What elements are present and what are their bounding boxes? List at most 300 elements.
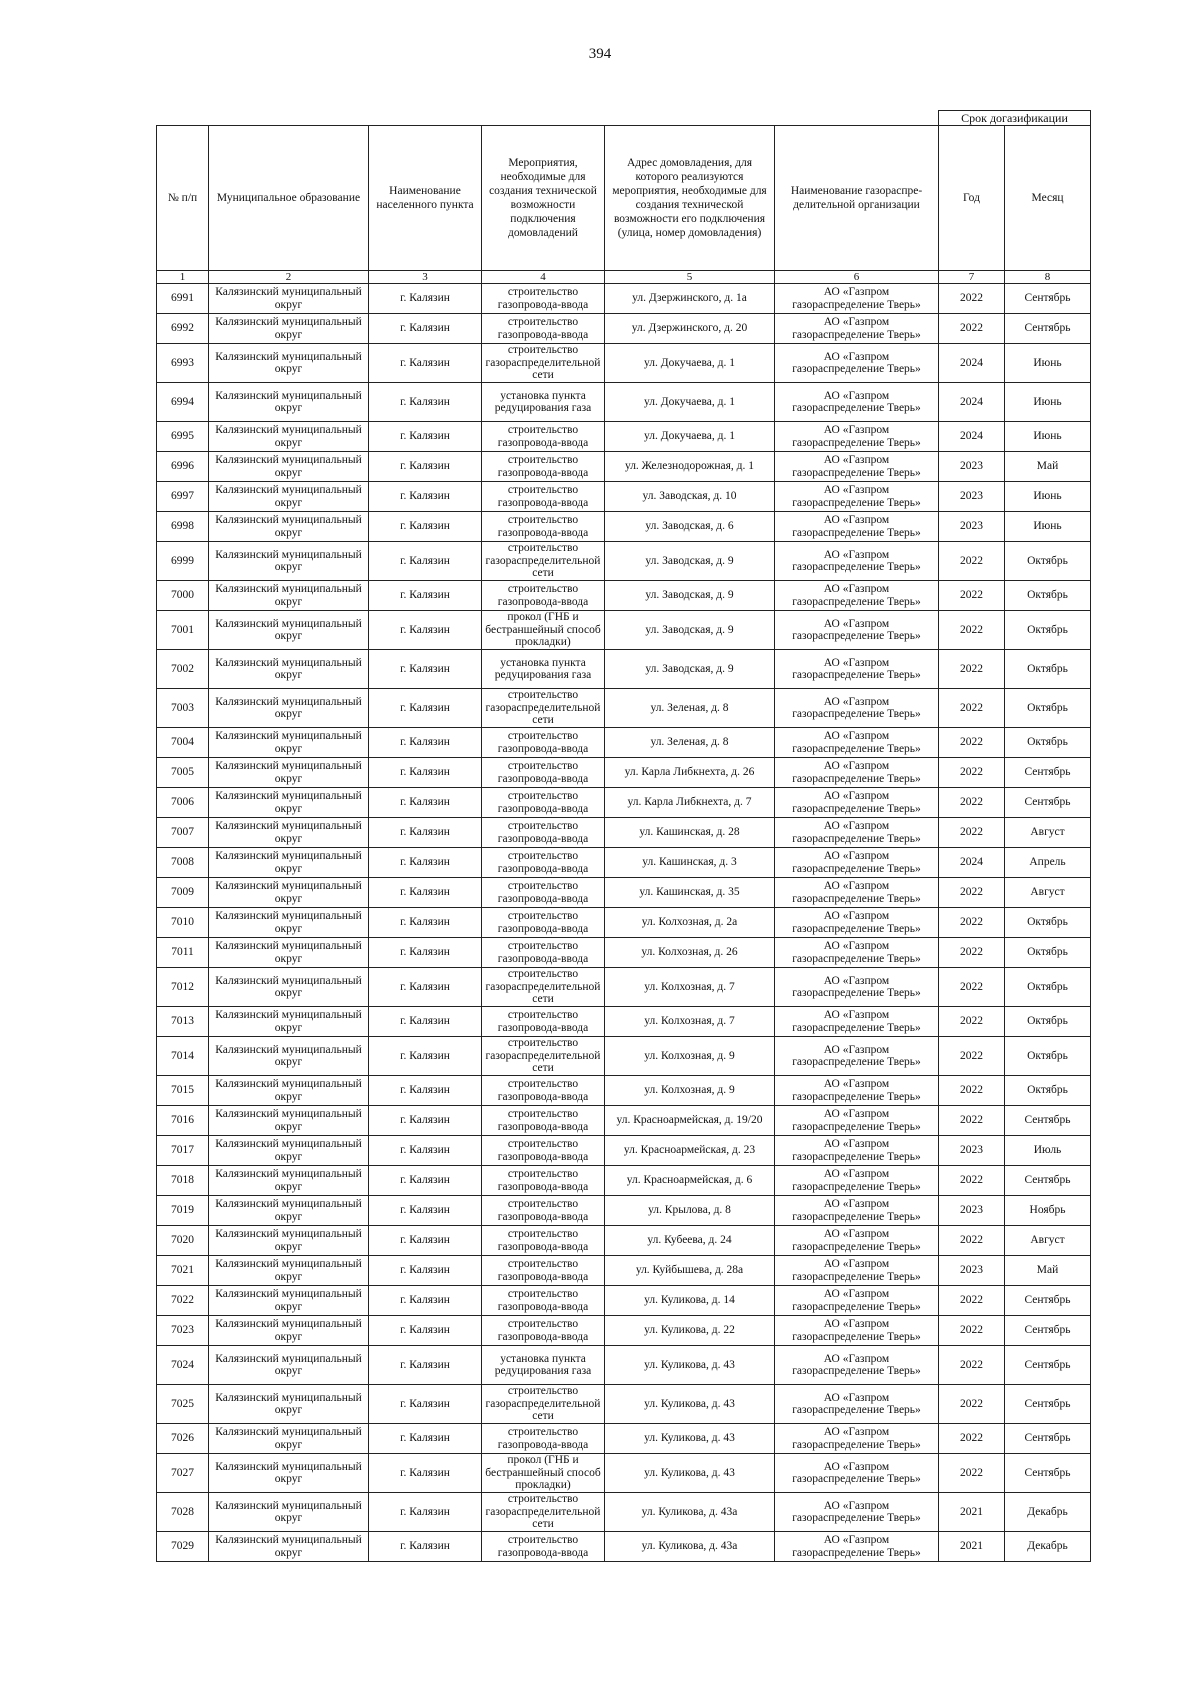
cell-activity: строительство газопровода-ввода: [482, 1076, 605, 1106]
cell-month: Май: [1005, 1256, 1091, 1286]
cell-municipality: Калязинский муниципальный округ: [209, 611, 369, 650]
cell-year: 2024: [939, 422, 1005, 452]
cell-year: 2022: [939, 1076, 1005, 1106]
cell-address: ул. Зеленая, д. 8: [605, 728, 775, 758]
cell-address: ул. Заводская, д. 9: [605, 581, 775, 611]
table-row: [157, 938, 1091, 968]
cell-settlement: г. Калязин: [369, 1166, 482, 1196]
cell-num: 6998: [157, 512, 209, 542]
cell-year: 2023: [939, 1196, 1005, 1226]
cell-activity: строительство газопровода-ввода: [482, 482, 605, 512]
header-gdo: Наименование газораспре-делительной организации: [775, 126, 939, 271]
cell-settlement: г. Калязин: [369, 542, 482, 581]
cell-year: 2022: [939, 581, 1005, 611]
cell-municipality: Калязинский муниципальный округ: [209, 1007, 369, 1037]
header-address: Адрес домовладения, для которого реализуются мероприятия, необходимые для создания технической возможности его подключения (улица, номер домовладения): [605, 126, 775, 271]
cell-month: Октябрь: [1005, 689, 1091, 728]
cell-settlement: г. Калязин: [369, 1286, 482, 1316]
cell-activity: строительство газопровода-ввода: [482, 1226, 605, 1256]
column-number: 3: [369, 271, 482, 284]
cell-gdo: АО «Газпром газораспределение Тверь»: [775, 689, 939, 728]
cell-municipality: Калязинский муниципальный округ: [209, 314, 369, 344]
cell-year: 2023: [939, 482, 1005, 512]
cell-num: 7004: [157, 728, 209, 758]
cell-year: 2022: [939, 1385, 1005, 1424]
cell-activity: строительство газопровода-ввода: [482, 284, 605, 314]
column-number: 8: [1005, 271, 1091, 284]
table-row: [157, 344, 1091, 383]
cell-num: 7003: [157, 689, 209, 728]
table-row: [157, 1007, 1091, 1037]
cell-month: Октябрь: [1005, 1037, 1091, 1076]
cell-municipality: Калязинский муниципальный округ: [209, 1346, 369, 1385]
header-month: Месяц: [1005, 126, 1091, 271]
cell-num: 6993: [157, 344, 209, 383]
cell-activity: строительство газопровода-ввода: [482, 1316, 605, 1346]
cell-address: ул. Кашинская, д. 35: [605, 878, 775, 908]
cell-municipality: Калязинский муниципальный округ: [209, 1454, 369, 1493]
table-row: [157, 482, 1091, 512]
cell-activity: установка пункта редуцирования газа: [482, 1346, 605, 1385]
cell-settlement: г. Калязин: [369, 1454, 482, 1493]
cell-year: 2024: [939, 848, 1005, 878]
cell-year: 2022: [939, 818, 1005, 848]
cell-activity: строительство газопровода-ввода: [482, 452, 605, 482]
cell-year: 2022: [939, 1106, 1005, 1136]
cell-year: 2023: [939, 1136, 1005, 1166]
cell-municipality: Калязинский муниципальный округ: [209, 512, 369, 542]
table-row: [157, 452, 1091, 482]
table-row: [157, 728, 1091, 758]
cell-year: 2022: [939, 1226, 1005, 1256]
cell-municipality: Калязинский муниципальный округ: [209, 452, 369, 482]
cell-settlement: г. Калязин: [369, 611, 482, 650]
cell-gdo: АО «Газпром газораспределение Тверь»: [775, 1037, 939, 1076]
cell-municipality: Калязинский муниципальный округ: [209, 689, 369, 728]
cell-gdo: АО «Газпром газораспределение Тверь»: [775, 968, 939, 1007]
table-row: [157, 1385, 1091, 1424]
cell-address: ул. Докучаева, д. 1: [605, 383, 775, 422]
cell-municipality: Калязинский муниципальный округ: [209, 542, 369, 581]
column-number: 6: [775, 271, 939, 284]
cell-num: 6994: [157, 383, 209, 422]
cell-month: Октябрь: [1005, 1076, 1091, 1106]
cell-address: ул. Зеленая, д. 8: [605, 689, 775, 728]
cell-year: 2022: [939, 542, 1005, 581]
cell-year: 2021: [939, 1532, 1005, 1562]
cell-num: 7027: [157, 1454, 209, 1493]
cell-activity: прокол (ГНБ и бестраншейный способ прокладки): [482, 611, 605, 650]
cell-settlement: г. Калязин: [369, 581, 482, 611]
header-gasification-term: Срок догазификации: [939, 111, 1091, 126]
table-row: [157, 1424, 1091, 1454]
cell-activity: строительство газопровода-ввода: [482, 848, 605, 878]
cell-settlement: г. Калязин: [369, 422, 482, 452]
cell-year: 2023: [939, 512, 1005, 542]
cell-municipality: Калязинский муниципальный округ: [209, 1196, 369, 1226]
cell-address: ул. Заводская, д. 9: [605, 611, 775, 650]
table-row: [157, 314, 1091, 344]
cell-gdo: АО «Газпром газораспределение Тверь»: [775, 908, 939, 938]
table-row: [157, 611, 1091, 650]
cell-gdo: АО «Газпром газораспределение Тверь»: [775, 512, 939, 542]
table-row: [157, 1316, 1091, 1346]
cell-address: ул. Куликова, д. 43: [605, 1346, 775, 1385]
cell-activity: установка пункта редуцирования газа: [482, 383, 605, 422]
table-row: [157, 689, 1091, 728]
cell-num: 7019: [157, 1196, 209, 1226]
cell-municipality: Калязинский муниципальный округ: [209, 848, 369, 878]
cell-gdo: АО «Газпром газораспределение Тверь»: [775, 1454, 939, 1493]
cell-month: Октябрь: [1005, 968, 1091, 1007]
cell-address: ул. Докучаева, д. 1: [605, 422, 775, 452]
table-row: [157, 284, 1091, 314]
header-num: № п/п: [157, 126, 209, 271]
cell-month: Ноябрь: [1005, 1196, 1091, 1226]
cell-month: Июнь: [1005, 482, 1091, 512]
cell-month: Октябрь: [1005, 1007, 1091, 1037]
cell-year: 2022: [939, 650, 1005, 689]
table-body: [157, 284, 1091, 1562]
cell-num: 7028: [157, 1493, 209, 1532]
cell-month: Сентябрь: [1005, 1385, 1091, 1424]
cell-num: 6992: [157, 314, 209, 344]
cell-month: Декабрь: [1005, 1532, 1091, 1562]
cell-address: ул. Карла Либкнехта, д. 7: [605, 788, 775, 818]
cell-municipality: Калязинский муниципальный округ: [209, 650, 369, 689]
cell-activity: строительство газопровода-ввода: [482, 818, 605, 848]
cell-month: Август: [1005, 818, 1091, 848]
column-number: 2: [209, 271, 369, 284]
cell-num: 7008: [157, 848, 209, 878]
cell-gdo: АО «Газпром газораспределение Тверь»: [775, 1106, 939, 1136]
cell-activity: строительство газораспределительной сети: [482, 689, 605, 728]
cell-activity: строительство газораспределительной сети: [482, 542, 605, 581]
cell-num: 7029: [157, 1532, 209, 1562]
cell-month: Октябрь: [1005, 611, 1091, 650]
header-row: [157, 126, 1091, 271]
cell-month: Сентябрь: [1005, 314, 1091, 344]
cell-municipality: Калязинский муниципальный округ: [209, 758, 369, 788]
cell-num: 7014: [157, 1037, 209, 1076]
cell-activity: строительство газораспределительной сети: [482, 968, 605, 1007]
table-row: [157, 1493, 1091, 1532]
cell-settlement: г. Калязин: [369, 968, 482, 1007]
cell-address: ул. Дзержинского, д. 20: [605, 314, 775, 344]
cell-gdo: АО «Газпром газораспределение Тверь»: [775, 482, 939, 512]
cell-year: 2023: [939, 1256, 1005, 1286]
cell-gdo: АО «Газпром газораспределение Тверь»: [775, 452, 939, 482]
cell-gdo: АО «Газпром газораспределение Тверь»: [775, 1007, 939, 1037]
cell-activity: строительство газопровода-ввода: [482, 908, 605, 938]
table-row: [157, 1256, 1091, 1286]
cell-month: Сентябрь: [1005, 788, 1091, 818]
column-number-row: [157, 271, 1091, 284]
cell-address: ул. Колхозная, д. 9: [605, 1037, 775, 1076]
cell-settlement: г. Калязин: [369, 1493, 482, 1532]
cell-settlement: г. Калязин: [369, 482, 482, 512]
cell-activity: строительство газопровода-ввода: [482, 1424, 605, 1454]
cell-activity: строительство газопровода-ввода: [482, 1196, 605, 1226]
header-group-row: [157, 111, 1091, 126]
cell-activity: строительство газопровода-ввода: [482, 1106, 605, 1136]
table-row: [157, 1196, 1091, 1226]
table-row: [157, 1346, 1091, 1385]
table-row: [157, 1076, 1091, 1106]
cell-month: Апрель: [1005, 848, 1091, 878]
cell-num: 6995: [157, 422, 209, 452]
cell-year: 2022: [939, 611, 1005, 650]
cell-settlement: г. Калязин: [369, 284, 482, 314]
cell-settlement: г. Калязин: [369, 314, 482, 344]
cell-month: Сентябрь: [1005, 1424, 1091, 1454]
table-row: [157, 1532, 1091, 1562]
table-row: [157, 908, 1091, 938]
cell-settlement: г. Калязин: [369, 689, 482, 728]
cell-municipality: Калязинский муниципальный округ: [209, 938, 369, 968]
cell-activity: строительство газопровода-ввода: [482, 1136, 605, 1166]
cell-activity: строительство газораспределительной сети: [482, 1037, 605, 1076]
cell-gdo: АО «Газпром газораспределение Тверь»: [775, 1166, 939, 1196]
column-number: 1: [157, 271, 209, 284]
cell-address: ул. Докучаева, д. 1: [605, 344, 775, 383]
cell-municipality: Калязинский муниципальный округ: [209, 1532, 369, 1562]
cell-gdo: АО «Газпром газораспределение Тверь»: [775, 314, 939, 344]
cell-gdo: АО «Газпром газораспределение Тверь»: [775, 1346, 939, 1385]
cell-municipality: Калязинский муниципальный округ: [209, 344, 369, 383]
cell-municipality: Калязинский муниципальный округ: [209, 1286, 369, 1316]
cell-settlement: г. Калязин: [369, 1007, 482, 1037]
cell-municipality: Калязинский муниципальный округ: [209, 1424, 369, 1454]
cell-municipality: Калязинский муниципальный округ: [209, 422, 369, 452]
cell-year: 2022: [939, 284, 1005, 314]
cell-address: ул. Карла Либкнехта, д. 26: [605, 758, 775, 788]
cell-address: ул. Заводская, д. 6: [605, 512, 775, 542]
cell-settlement: г. Калязин: [369, 512, 482, 542]
cell-address: ул. Железнодорожная, д. 1: [605, 452, 775, 482]
cell-municipality: Калязинский муниципальный округ: [209, 788, 369, 818]
cell-num: 7011: [157, 938, 209, 968]
cell-municipality: Калязинский муниципальный округ: [209, 878, 369, 908]
cell-address: ул. Заводская, д. 9: [605, 542, 775, 581]
cell-num: 7022: [157, 1286, 209, 1316]
cell-gdo: АО «Газпром газораспределение Тверь»: [775, 1286, 939, 1316]
table-row: [157, 1226, 1091, 1256]
cell-activity: строительство газопровода-ввода: [482, 788, 605, 818]
cell-activity: прокол (ГНБ и бестраншейный способ прокладки): [482, 1454, 605, 1493]
cell-year: 2024: [939, 383, 1005, 422]
cell-month: Октябрь: [1005, 728, 1091, 758]
cell-num: 7002: [157, 650, 209, 689]
cell-gdo: АО «Газпром газораспределение Тверь»: [775, 344, 939, 383]
cell-gdo: АО «Газпром газораспределение Тверь»: [775, 818, 939, 848]
cell-num: 7009: [157, 878, 209, 908]
cell-year: 2022: [939, 968, 1005, 1007]
cell-gdo: АО «Газпром газораспределение Тверь»: [775, 848, 939, 878]
cell-month: Октябрь: [1005, 581, 1091, 611]
cell-municipality: Калязинский муниципальный округ: [209, 818, 369, 848]
table-row: [157, 512, 1091, 542]
cell-address: ул. Куликова, д. 43а: [605, 1493, 775, 1532]
cell-month: Август: [1005, 1226, 1091, 1256]
cell-address: ул. Колхозная, д. 7: [605, 968, 775, 1007]
cell-gdo: АО «Газпром газораспределение Тверь»: [775, 1493, 939, 1532]
cell-month: Октябрь: [1005, 938, 1091, 968]
table-row: [157, 422, 1091, 452]
cell-settlement: г. Калязин: [369, 788, 482, 818]
cell-year: 2022: [939, 314, 1005, 344]
cell-year: 2022: [939, 908, 1005, 938]
cell-num: 7025: [157, 1385, 209, 1424]
cell-num: 6991: [157, 284, 209, 314]
cell-municipality: Калязинский муниципальный округ: [209, 1136, 369, 1166]
cell-month: Октябрь: [1005, 650, 1091, 689]
cell-year: 2022: [939, 758, 1005, 788]
cell-month: Сентябрь: [1005, 1346, 1091, 1385]
column-number: 4: [482, 271, 605, 284]
cell-month: Октябрь: [1005, 542, 1091, 581]
cell-municipality: Калязинский муниципальный округ: [209, 968, 369, 1007]
cell-num: 6999: [157, 542, 209, 581]
cell-settlement: г. Калязин: [369, 1256, 482, 1286]
cell-settlement: г. Калязин: [369, 344, 482, 383]
table-row: [157, 542, 1091, 581]
header-municipality: Муниципальное образование: [209, 126, 369, 271]
cell-municipality: Калязинский муниципальный округ: [209, 728, 369, 758]
cell-address: ул. Крылова, д. 8: [605, 1196, 775, 1226]
cell-settlement: г. Калязин: [369, 1424, 482, 1454]
table-row: [157, 581, 1091, 611]
cell-month: Июнь: [1005, 383, 1091, 422]
cell-municipality: Калязинский муниципальный округ: [209, 581, 369, 611]
cell-activity: строительство газопровода-ввода: [482, 314, 605, 344]
cell-settlement: г. Калязин: [369, 728, 482, 758]
cell-year: 2024: [939, 344, 1005, 383]
cell-month: Сентябрь: [1005, 1316, 1091, 1346]
cell-year: 2022: [939, 1424, 1005, 1454]
cell-num: 7024: [157, 1346, 209, 1385]
cell-activity: строительство газопровода-ввода: [482, 1286, 605, 1316]
cell-address: ул. Заводская, д. 10: [605, 482, 775, 512]
cell-month: Июнь: [1005, 512, 1091, 542]
cell-year: 2022: [939, 1454, 1005, 1493]
cell-address: ул. Дзержинского, д. 1а: [605, 284, 775, 314]
cell-activity: строительство газопровода-ввода: [482, 938, 605, 968]
cell-settlement: г. Калязин: [369, 383, 482, 422]
cell-address: ул. Колхозная, д. 7: [605, 1007, 775, 1037]
cell-year: 2022: [939, 878, 1005, 908]
header-year: Год: [939, 126, 1005, 271]
cell-activity: строительство газопровода-ввода: [482, 1256, 605, 1286]
table-row: [157, 788, 1091, 818]
cell-gdo: АО «Газпром газораспределение Тверь»: [775, 758, 939, 788]
cell-activity: строительство газопровода-ввода: [482, 422, 605, 452]
cell-gdo: АО «Газпром газораспределение Тверь»: [775, 542, 939, 581]
cell-num: 7020: [157, 1226, 209, 1256]
cell-num: 7012: [157, 968, 209, 1007]
cell-activity: строительство газопровода-ввода: [482, 1007, 605, 1037]
cell-address: ул. Кубеева, д. 24: [605, 1226, 775, 1256]
cell-address: ул. Кашинская, д. 3: [605, 848, 775, 878]
cell-municipality: Калязинский муниципальный округ: [209, 1256, 369, 1286]
cell-municipality: Калязинский муниципальный округ: [209, 383, 369, 422]
cell-settlement: г. Калязин: [369, 818, 482, 848]
cell-gdo: АО «Газпром газораспределение Тверь»: [775, 728, 939, 758]
cell-address: ул. Куликова, д. 43а: [605, 1532, 775, 1562]
cell-gdo: АО «Газпром газораспределение Тверь»: [775, 1385, 939, 1424]
cell-activity: строительство газораспределительной сети: [482, 344, 605, 383]
cell-year: 2022: [939, 1286, 1005, 1316]
cell-activity: строительство газопровода-ввода: [482, 758, 605, 788]
cell-municipality: Калязинский муниципальный округ: [209, 1037, 369, 1076]
cell-num: 7015: [157, 1076, 209, 1106]
cell-month: Сентябрь: [1005, 1106, 1091, 1136]
table-row: [157, 383, 1091, 422]
cell-settlement: г. Калязин: [369, 848, 482, 878]
cell-month: Сентябрь: [1005, 1166, 1091, 1196]
cell-settlement: г. Калязин: [369, 1226, 482, 1256]
cell-gdo: АО «Газпром газораспределение Тверь»: [775, 1076, 939, 1106]
cell-address: ул. Куликова, д. 43: [605, 1424, 775, 1454]
cell-num: 7007: [157, 818, 209, 848]
table-row: [157, 650, 1091, 689]
cell-num: 7026: [157, 1424, 209, 1454]
cell-municipality: Калязинский муниципальный округ: [209, 1076, 369, 1106]
table-row: [157, 758, 1091, 788]
cell-year: 2022: [939, 689, 1005, 728]
cell-activity: строительство газопровода-ввода: [482, 512, 605, 542]
table-row: [157, 1286, 1091, 1316]
table-row: [157, 1106, 1091, 1136]
cell-activity: установка пункта редуцирования газа: [482, 650, 605, 689]
cell-month: Декабрь: [1005, 1493, 1091, 1532]
cell-address: ул. Куликова, д. 43: [605, 1385, 775, 1424]
cell-settlement: г. Калязин: [369, 1196, 482, 1226]
cell-gdo: АО «Газпром газораспределение Тверь»: [775, 878, 939, 908]
cell-gdo: АО «Газпром газораспределение Тверь»: [775, 611, 939, 650]
cell-month: Июнь: [1005, 422, 1091, 452]
cell-address: ул. Красноармейская, д. 19/20: [605, 1106, 775, 1136]
cell-year: 2022: [939, 1316, 1005, 1346]
gasification-table: [156, 110, 1091, 1562]
cell-month: Сентябрь: [1005, 284, 1091, 314]
cell-month: Сентябрь: [1005, 1454, 1091, 1493]
cell-year: 2022: [939, 1346, 1005, 1385]
cell-settlement: г. Калязин: [369, 1076, 482, 1106]
cell-month: Сентябрь: [1005, 758, 1091, 788]
cell-address: ул. Красноармейская, д. 23: [605, 1136, 775, 1166]
cell-gdo: АО «Газпром газораспределение Тверь»: [775, 788, 939, 818]
cell-address: ул. Куйбышева, д. 28а: [605, 1256, 775, 1286]
cell-municipality: Калязинский муниципальный округ: [209, 1166, 369, 1196]
table-row: [157, 1037, 1091, 1076]
cell-activity: строительство газораспределительной сети: [482, 1385, 605, 1424]
cell-activity: строительство газопровода-ввода: [482, 728, 605, 758]
cell-num: 7023: [157, 1316, 209, 1346]
cell-settlement: г. Калязин: [369, 1532, 482, 1562]
cell-month: Август: [1005, 878, 1091, 908]
cell-municipality: Калязинский муниципальный округ: [209, 482, 369, 512]
cell-municipality: Калязинский муниципальный округ: [209, 908, 369, 938]
cell-settlement: г. Калязин: [369, 1037, 482, 1076]
cell-year: 2022: [939, 938, 1005, 968]
header-settlement: Наименование населенного пункта: [369, 126, 482, 271]
cell-address: ул. Куликова, д. 14: [605, 1286, 775, 1316]
cell-municipality: Калязинский муниципальный округ: [209, 1316, 369, 1346]
table-row: [157, 968, 1091, 1007]
cell-activity: строительство газопровода-ввода: [482, 878, 605, 908]
table-row: [157, 1136, 1091, 1166]
